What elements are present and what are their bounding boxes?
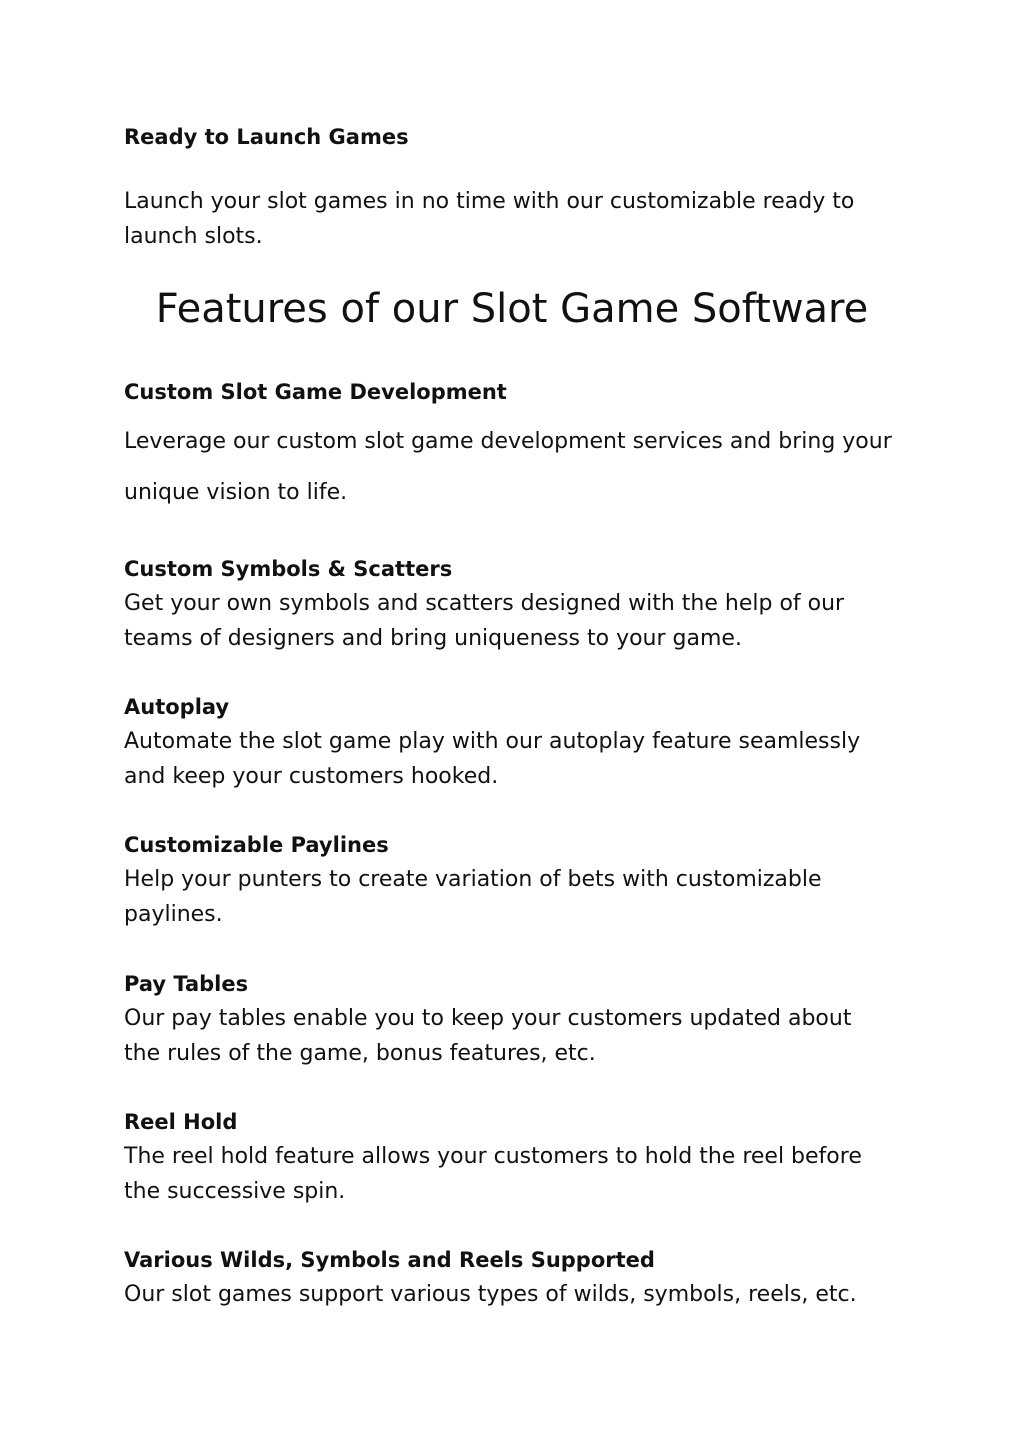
feature-body-pay-tables: Our pay tables enable you to keep your customers updated about the rules of the game, bonus features, etc.	[124, 1006, 852, 1066]
feature-heading-reel-hold: Reel Hold	[124, 1110, 238, 1134]
feature-body-custom-development: Leverage our custom slot game development services and bring your unique vision to life.	[124, 429, 892, 505]
feature-heading-paylines: Customizable Paylines	[124, 833, 389, 857]
intro-heading: Ready to Launch Games	[124, 125, 409, 149]
feature-body-symbols-scatters: Get your own symbols and scatters designed with the help of our teams of designers and bring uniqueness to your game.	[124, 591, 845, 651]
section-title: Features of our Slot Game Software	[155, 286, 869, 332]
feature-heading-autoplay: Autoplay	[124, 695, 230, 719]
feature-heading-custom-development: Custom Slot Game Development	[124, 380, 507, 404]
feature-heading-symbols-scatters: Custom Symbols & Scatters	[124, 557, 453, 581]
intro-body: Launch your slot games in no time with our customizable ready to launch slots.	[124, 189, 855, 249]
feature-body-wilds-symbols-reels: Our slot games support various types of wilds, symbols, reels, etc.	[124, 1282, 857, 1307]
feature-heading-wilds-symbols-reels: Various Wilds, Symbols and Reels Supported	[124, 1248, 655, 1272]
feature-body-reel-hold: The reel hold feature allows your customers to hold the reel before the successive spin.	[124, 1144, 862, 1204]
feature-heading-pay-tables: Pay Tables	[124, 972, 249, 996]
feature-body-paylines: Help your punters to create variation of bets with customizable paylines.	[124, 867, 822, 927]
feature-body-autoplay: Automate the slot game play with our autoplay feature seamlessly and keep your customers hooked.	[124, 729, 861, 789]
